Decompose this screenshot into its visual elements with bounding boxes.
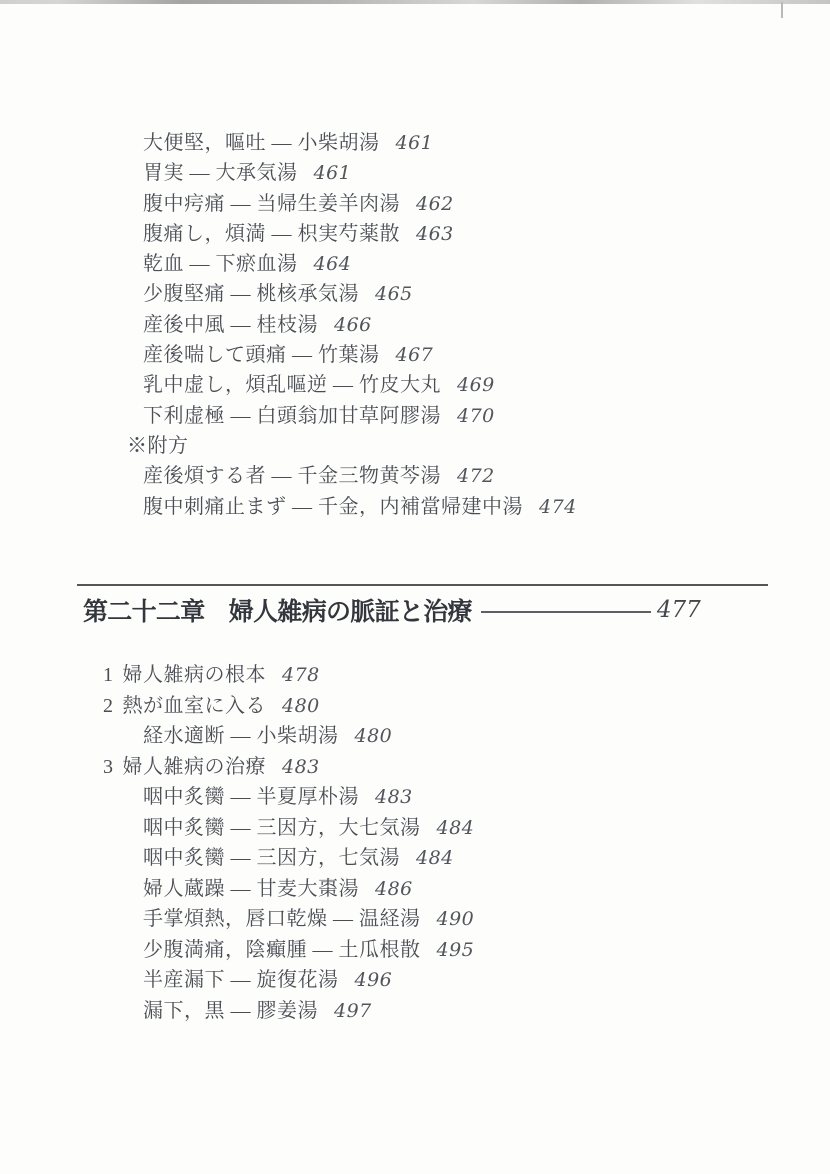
toc-entry xyxy=(0,219,830,249)
chapter-heading xyxy=(83,594,701,626)
toc-entry-page-number: 480 xyxy=(282,694,320,717)
toc-entry-text: 咽中炙臠 — 三因方，大七気湯 xyxy=(143,816,421,839)
toc-entry-page-number: 472 xyxy=(457,465,495,488)
toc-entry-text: 半産漏下 — 旋復花湯 xyxy=(143,969,339,991)
toc-entry xyxy=(0,310,830,340)
toc-entry xyxy=(0,401,830,431)
toc-entry-text: 下利虚極 — 白頭翁加甘草阿膠湯 xyxy=(143,404,441,427)
chapter-leader-line xyxy=(481,611,651,613)
toc-entry-page-number: 483 xyxy=(375,786,413,808)
toc-entry-number: 2 xyxy=(103,694,114,717)
toc-entry-text: 少腹堅痛 — 桃核承気湯 xyxy=(143,283,359,306)
toc-entry-page-number: 486 xyxy=(375,877,413,900)
toc-entry xyxy=(0,721,830,752)
toc-entry-page-number: 490 xyxy=(436,908,475,930)
toc-entry xyxy=(0,660,830,691)
toc-entry xyxy=(0,904,830,935)
toc-entry-page-number: 469 xyxy=(457,374,495,397)
toc-entry-page-number: 461 xyxy=(313,162,352,185)
toc-entry-text: 腹痛し，煩満 — 枳実芍薬散 xyxy=(143,222,400,245)
toc-entry-text: 漏下，黒 — 膠姜湯 xyxy=(143,999,318,1022)
toc-entry-page-number: 484 xyxy=(416,847,454,869)
toc-entry-text: 婦人蔵躁 — 甘麦大棗湯 xyxy=(143,877,359,900)
toc-entry-page-number: 484 xyxy=(436,816,475,839)
toc-entry-text: 産後中風 — 桂枝湯 xyxy=(143,313,318,336)
toc-entry-page-number: 462 xyxy=(416,192,454,215)
toc-entry xyxy=(0,691,830,722)
toc-entry xyxy=(0,340,830,370)
toc-entry xyxy=(0,874,830,905)
toc-entry xyxy=(0,279,830,309)
scan-artifact-vertical-tick xyxy=(781,2,783,18)
toc-entry-text: 胃実 — 大承気湯 xyxy=(143,162,298,185)
toc-entry-text: 乳中虚し，煩乱嘔逆 — 竹皮大丸 xyxy=(143,374,441,397)
toc-entry xyxy=(0,249,830,279)
toc-entry-page-number: 480 xyxy=(354,725,393,747)
toc-entry xyxy=(0,813,830,844)
toc-entry-text: 腹中刺痛止まず — 千金，内補當帰建中湯 xyxy=(143,495,523,518)
toc-entry-number: 1 xyxy=(103,664,114,686)
toc-entry xyxy=(0,965,830,996)
toc-entry-page-number: 461 xyxy=(395,132,434,154)
toc-entry-page-number: 463 xyxy=(416,222,454,245)
toc-entry xyxy=(0,431,830,461)
toc-entry xyxy=(0,461,830,491)
toc-entry xyxy=(0,752,830,783)
toc-entry-page-number: 496 xyxy=(354,969,393,991)
toc-entry xyxy=(0,128,830,158)
toc-entry-page-number: 474 xyxy=(539,495,577,518)
toc-entry-page-number: 497 xyxy=(334,999,372,1022)
toc-entry xyxy=(0,158,830,188)
toc-section-chapter-22-entries xyxy=(0,660,830,1026)
toc-entry-page-number: 464 xyxy=(313,253,352,276)
chapter-page-number: 477 xyxy=(656,597,701,623)
toc-entry xyxy=(0,996,830,1027)
toc-entry xyxy=(0,370,830,400)
toc-entry-text: 婦人雑病の根本 xyxy=(122,664,266,686)
toc-entry-text: 腹中疞痛 — 当帰生姜羊肉湯 xyxy=(143,192,400,215)
toc-entry-page-number: 467 xyxy=(395,344,434,367)
toc-entry-page-number: 478 xyxy=(282,664,320,686)
toc-entry xyxy=(0,189,830,219)
toc-entry-text: 熱が血室に入る xyxy=(122,694,266,717)
toc-entry-text: 産後喘して頭痛 — 竹葉湯 xyxy=(143,344,380,367)
toc-entry-page-number: 466 xyxy=(334,313,372,336)
toc-entry-text: 婦人雑病の治療 xyxy=(122,755,266,778)
toc-entry xyxy=(0,782,830,813)
toc-entry-page-number: 470 xyxy=(457,404,495,427)
toc-entry xyxy=(0,935,830,966)
chapter-title: 第二十二章 婦人雑病の脈証と治療 xyxy=(83,599,472,626)
toc-entry-text: 乾血 — 下瘀血湯 xyxy=(143,253,298,276)
toc-entry-text: 経水適断 — 小柴胡湯 xyxy=(143,725,339,747)
toc-entry-text: 大便堅，嘔吐 — 小柴胡湯 xyxy=(143,132,380,154)
toc-entry-text: 手掌煩熱，唇口乾燥 — 温経湯 xyxy=(143,908,421,930)
toc-entry-text: 産後煩する者 — 千金三物黄芩湯 xyxy=(143,465,441,488)
toc-entry-text: 咽中炙臠 — 半夏厚朴湯 xyxy=(143,786,359,808)
toc-entry-page-number: 495 xyxy=(436,938,475,961)
chapter-heading-rule xyxy=(77,584,768,586)
toc-entry xyxy=(0,492,830,522)
toc-entry-text: 少腹満痛，陰癲腫 — 土瓜根散 xyxy=(143,938,421,961)
toc-entry-text: 咽中炙臠 — 三因方，七気湯 xyxy=(143,847,400,869)
toc-entry-page-number: 483 xyxy=(282,755,320,778)
scan-artifact-top-edge xyxy=(0,0,830,4)
toc-section-chapter-21-entries xyxy=(0,128,830,522)
toc-entry-number: 3 xyxy=(103,755,114,778)
toc-entry-text: ※附方 xyxy=(127,434,189,457)
toc-entry-page-number: 465 xyxy=(375,283,413,306)
toc-entry xyxy=(0,843,830,874)
